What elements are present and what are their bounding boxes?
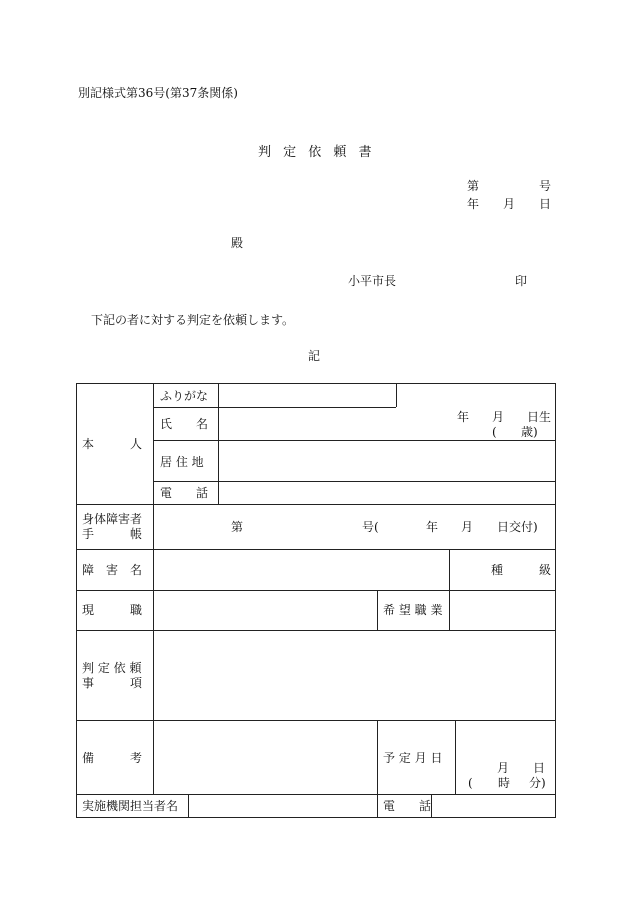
table-line: [76, 504, 556, 505]
sender: 小平市長: [348, 274, 397, 288]
desired-job-label: 希 望 職 業: [383, 603, 443, 617]
table-line: [396, 383, 397, 407]
age-open: (: [492, 425, 497, 439]
addressee-suffix: 殿: [231, 236, 244, 250]
page-title: 判 定 依 頼 書: [258, 145, 376, 160]
table-line: [153, 407, 396, 408]
table-line: [76, 590, 556, 591]
phone-label: 電 話: [160, 486, 209, 500]
address-label: 居 住 地: [160, 455, 204, 469]
birth-day: 日生: [527, 410, 552, 424]
table-line: [449, 590, 450, 630]
scheduled-day: 日: [533, 761, 546, 775]
scheduled-date-label: 予 定 月 日: [383, 751, 443, 765]
remarks-label: 備 考: [82, 751, 143, 765]
number-label: 第: [467, 179, 480, 193]
disability-name-label: 障 害 名: [82, 563, 143, 577]
birth-year: 年: [457, 410, 470, 424]
request-items-line1: 判 定 依 頼: [82, 661, 142, 675]
handbook-label-line1: 身体障害者: [82, 512, 143, 526]
table-line: [76, 817, 556, 818]
staff-name-label: 実施機関担当者名: [82, 799, 179, 813]
table-line: [153, 481, 556, 482]
request-items-line2: 事 項: [82, 676, 143, 690]
date-year: 年: [467, 197, 480, 211]
table-line: [76, 794, 556, 795]
scheduled-open: (: [468, 776, 473, 790]
date-month: 月: [503, 197, 516, 211]
handbook-year: 年: [426, 520, 439, 534]
scheduled-minute: 分): [529, 776, 546, 790]
date-day: 日: [539, 197, 552, 211]
handbook-go: 号(: [362, 520, 379, 534]
table-line: [431, 794, 432, 817]
table-line: [218, 383, 219, 504]
handbook-issued: 日交付): [497, 520, 538, 534]
scheduled-hour: 時: [498, 776, 511, 790]
table-line: [153, 440, 556, 441]
intro-text: 下記の者に対する判定を依頼します。: [91, 313, 295, 327]
table-line: [555, 383, 556, 817]
ki-label: 記: [308, 349, 321, 363]
handbook-label-line2: 手 帳: [82, 527, 143, 541]
table-line: [188, 794, 189, 817]
person-label: 本 人: [82, 437, 143, 451]
furigana-label: ふりがな: [160, 389, 209, 403]
handbook-number-label: 第: [231, 520, 244, 534]
staff-phone-label: 電 話: [383, 799, 432, 813]
table-line: [455, 720, 456, 794]
grade-kind: 種: [491, 563, 504, 577]
table-line: [76, 630, 556, 631]
table-line: [377, 720, 378, 817]
form-id: 別記様式第36号(第37条関係): [78, 86, 238, 100]
table-line: [76, 720, 556, 721]
handbook-month: 月: [461, 520, 474, 534]
scheduled-month: 月: [497, 761, 510, 775]
table-line: [153, 383, 154, 794]
birth-month: 月: [492, 410, 505, 424]
table-line: [76, 383, 556, 384]
seal-mark: 印: [515, 274, 528, 288]
age-suffix: 歳): [521, 425, 538, 439]
table-line: [76, 549, 556, 550]
grade-label: 級: [539, 563, 552, 577]
table-line: [449, 549, 450, 590]
table-line: [377, 590, 378, 630]
current-job-label: 現 職: [82, 603, 143, 617]
table-line: [76, 383, 77, 817]
name-label: 氏 名: [160, 417, 209, 431]
number-suffix: 号: [539, 179, 552, 193]
